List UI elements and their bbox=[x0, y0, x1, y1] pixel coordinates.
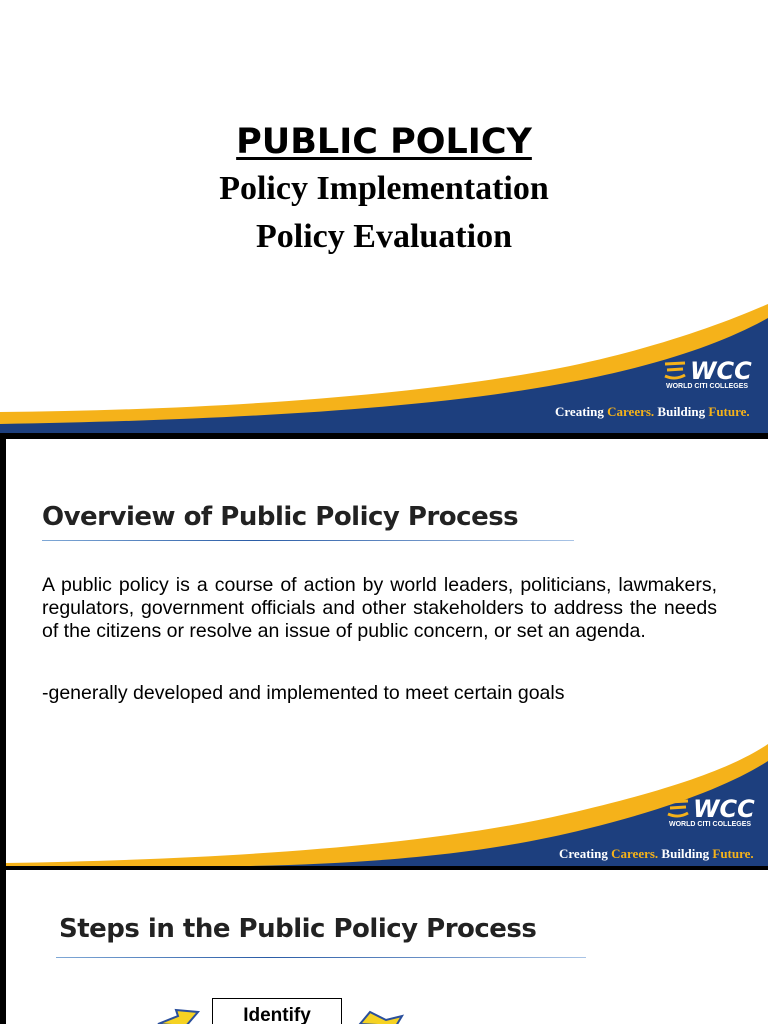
brand-swoosh bbox=[6, 439, 768, 866]
arrow-right-icon bbox=[356, 1010, 406, 1024]
wcc-emblem-icon bbox=[667, 798, 689, 820]
steps-slide bbox=[6, 870, 768, 1024]
wcc-logo bbox=[664, 357, 752, 390]
step-box-identify: Identify bbox=[212, 998, 342, 1024]
overview-slide bbox=[6, 439, 768, 866]
college-name: WORLD CITI COLLEGES bbox=[669, 821, 752, 828]
slide-subtitle-evaluation: Policy Evaluation bbox=[256, 218, 512, 255]
college-name: WORLD CITI COLLEGES bbox=[666, 383, 749, 390]
title-slide bbox=[0, 0, 768, 433]
wcc-logo bbox=[667, 795, 755, 828]
arrow-right-icon bbox=[156, 1004, 202, 1024]
slide-subtitle-implementation: Policy Implementation bbox=[219, 170, 549, 207]
heading-underline bbox=[56, 957, 586, 958]
wcc-emblem-icon bbox=[664, 360, 686, 382]
wcc-logo-text: WCC bbox=[690, 357, 752, 385]
wcc-logo-text: WCC bbox=[693, 795, 755, 823]
tagline: Creating Careers. Building Future. bbox=[555, 404, 750, 419]
tagline: Creating Careers. Building Future. bbox=[559, 846, 754, 861]
slide-title: PUBLIC POLICY bbox=[236, 122, 532, 162]
brand-swoosh bbox=[0, 0, 768, 433]
slide-heading: Overview of Public Policy Process bbox=[42, 502, 519, 532]
goals-note: -generally developed and implemented to meet certain goals bbox=[42, 682, 565, 704]
definition-paragraph: A public policy is a course of action by world leaders, politicians, lawmakers, regulators, government officials and other stakeholders to address the needs of the citizens or resolve an issue of public concern, or set an agenda. bbox=[42, 574, 717, 642]
slide-heading: Steps in the Public Policy Process bbox=[59, 914, 537, 944]
